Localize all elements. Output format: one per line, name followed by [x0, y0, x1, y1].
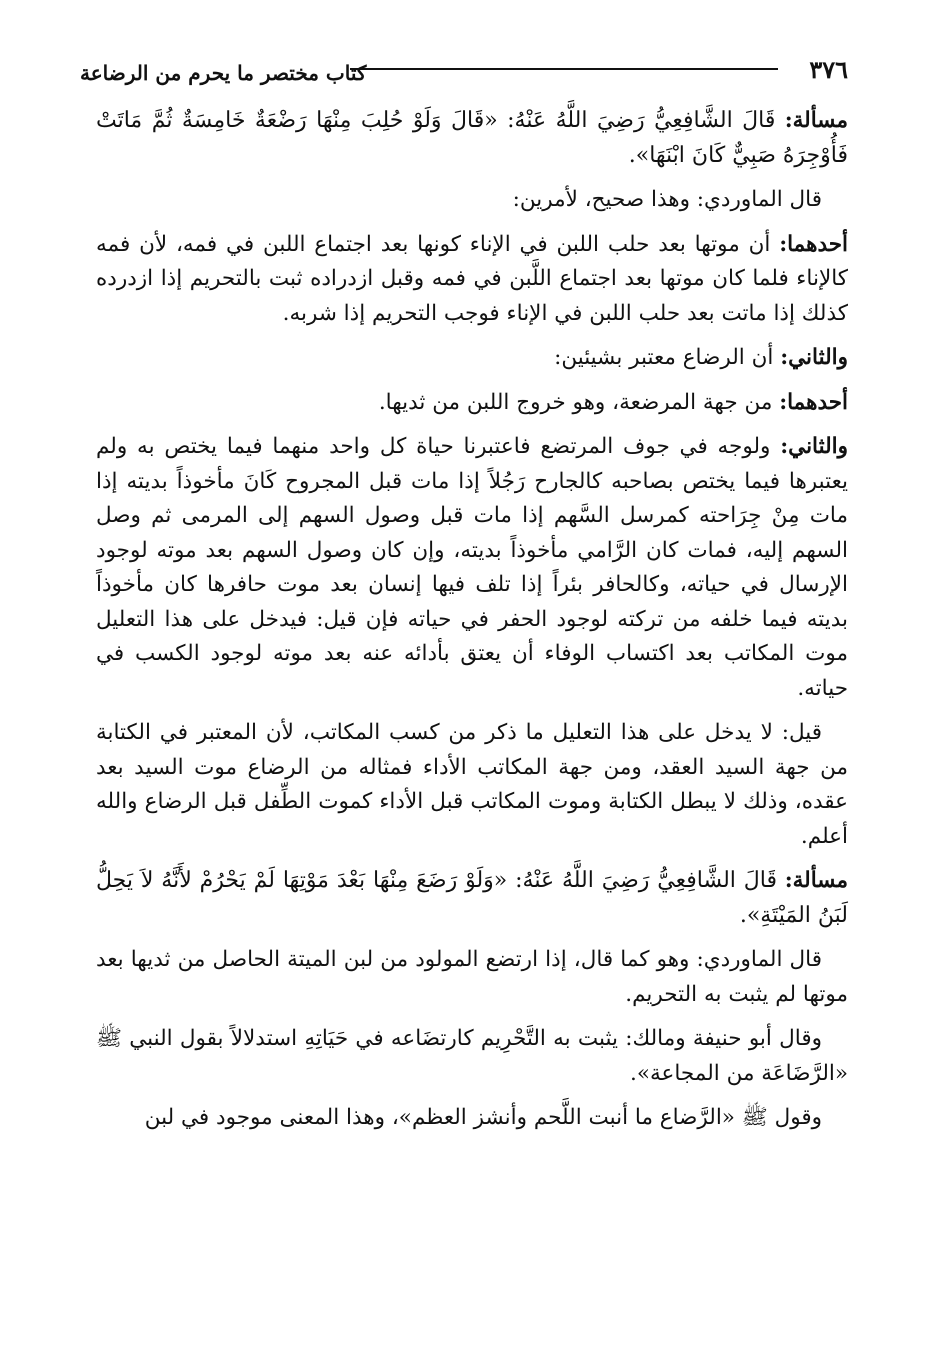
paragraph-text: قيل: لا يدخل على هذا التعليل ما ذكر من كسب المكاتب، لأن المعتبر في الكتابة من جهة السيد العقد، ومن جهة المكاتب الأداء فمثاله من الرضاع موت السيد بعد عقده، وذلك لا يبطل الكتابة وموت المكاتب قبل الأداء كموت الطِّفل قبل الرضاع والله أعلم.	[96, 720, 848, 849]
paragraph-label: مسألة:	[784, 868, 848, 893]
second-aspect-paragraph	[96, 430, 848, 706]
paragraph-text: وقال أبو حنيفة ومالك: يثبت به التَّحْرِيم كارتضَاعه في حَيَاتِهِ استدلالاً بقول النبي ﷺ «الرَّضَاعَة من المجاعة».	[96, 1026, 848, 1086]
page-body	[96, 104, 848, 1146]
commentary-paragraph-2	[96, 943, 848, 1012]
opposing-view-paragraph	[96, 1022, 848, 1091]
paragraph-text: ولوجه في جوف المرتضع فاعتبرنا حياة كل واحد منهما فيما يختص به ولم يعتبرها فيما يختص بصاحبه كالجارح رَجُلاً إذا مات قبل المجروح كَانَ مأخوذاً بديته إذا مات مِنْ جِرَاحته كمرسل السَّهم إذا مات قبل وصول السهم إلى المرمى ثم وصل السهم إليه، فمات كان الرَّامي مأخوذاً بديته، وإن كان وصول السهم بعد موته لوجود الإرسال في حياته، وكالحافر بئراً إذا تلف فيها إنسان بعد موت حافرها كان مأخوذاً بديته فيما خلفه من تركته لوجود الحفر في حياته فإن قيل: فيدخل على هذا التعليل موت المكاتب بعد اكتساب الوفاء أن يعتق بأدائه عنه بعد موته لوجود الكسب في حياته.	[96, 434, 848, 701]
paragraph-label: أحدهما:	[779, 389, 848, 415]
paragraph-label: والثاني:	[780, 345, 848, 370]
page-header	[80, 56, 848, 102]
commentary-intro	[96, 183, 848, 218]
reply-paragraph	[96, 716, 848, 854]
paragraph-label: أحدهما:	[779, 231, 848, 257]
first-aspect-paragraph	[96, 386, 848, 421]
paragraph-text: أن الرضاع معتبر بشيئين:	[554, 345, 774, 370]
quoted-text: قَالَ الشَّافِعِيُّ رَضِيَ اللَّهُ عَنْهُ: «وَلَوْ رَضَعَ مِنْهَا بَعْدَ مَوْتِهَا لَمْ يَحْرُمْ لأَنَّهُ لاَ يَحِلُّ لَبَنُ المَيْتَةِ».	[96, 868, 848, 928]
paragraph-text: قال الماوردي: وهو كما قال، إذا ارتضع المولود من لبن الميتة الحاصل من ثديها بعد موتها لم يثبت به التحريم.	[96, 947, 848, 1007]
paragraph-text: من جهة المرضعة، وهو خروج اللبن من ثديها.	[378, 389, 773, 415]
issue-paragraph-1	[96, 104, 848, 173]
paragraph-text: أن موتها بعد حلب اللبن في الإناء كونها بعد اجتماع اللبن في فمه، لأن فمه كالإناء فلما كان موتها بعد اجتماع اللَّبن في فمه وقبل ازدراده ثبت بالتحريم إذا ازدرده كذلك إذا ماتت بعد حلب اللبن في الإناء فوجب التحريم إذا شربه.	[96, 231, 848, 326]
page-number: ٣٧٦	[809, 55, 848, 84]
paragraph-text: وقول ﷺ «الرَّضاع ما أنبت اللَّحم وأنشز العظم»، وهذا المعنى موجود في لبن	[144, 1105, 822, 1130]
hadith-paragraph	[96, 1101, 848, 1136]
second-reason-paragraph	[96, 341, 848, 376]
quoted-text: قَالَ الشَّافِعِيُّ رَضِيَ اللَّهُ عَنْهُ: «قَالَ وَلَوْ حُلِبَ مِنْهَا رَضْعَةٌ خَامِسَةٌ ثُمَّ مَاتَتْ فَأُوْجِرَهُ صَبِيٌّ كَانَ ابْنَهَا».	[96, 108, 848, 168]
paragraph-label: مسألة:	[784, 108, 848, 133]
issue-paragraph-2	[96, 864, 848, 933]
running-title: كتاب مختصر ما يحرم من الرضاعة	[80, 61, 367, 85]
paragraph-label: والثاني:	[780, 434, 849, 459]
paragraph-text: قال الماوردي: وهذا صحيح، لأمرين:	[512, 187, 822, 212]
header-rule	[350, 68, 778, 70]
first-reason-paragraph	[96, 228, 848, 332]
